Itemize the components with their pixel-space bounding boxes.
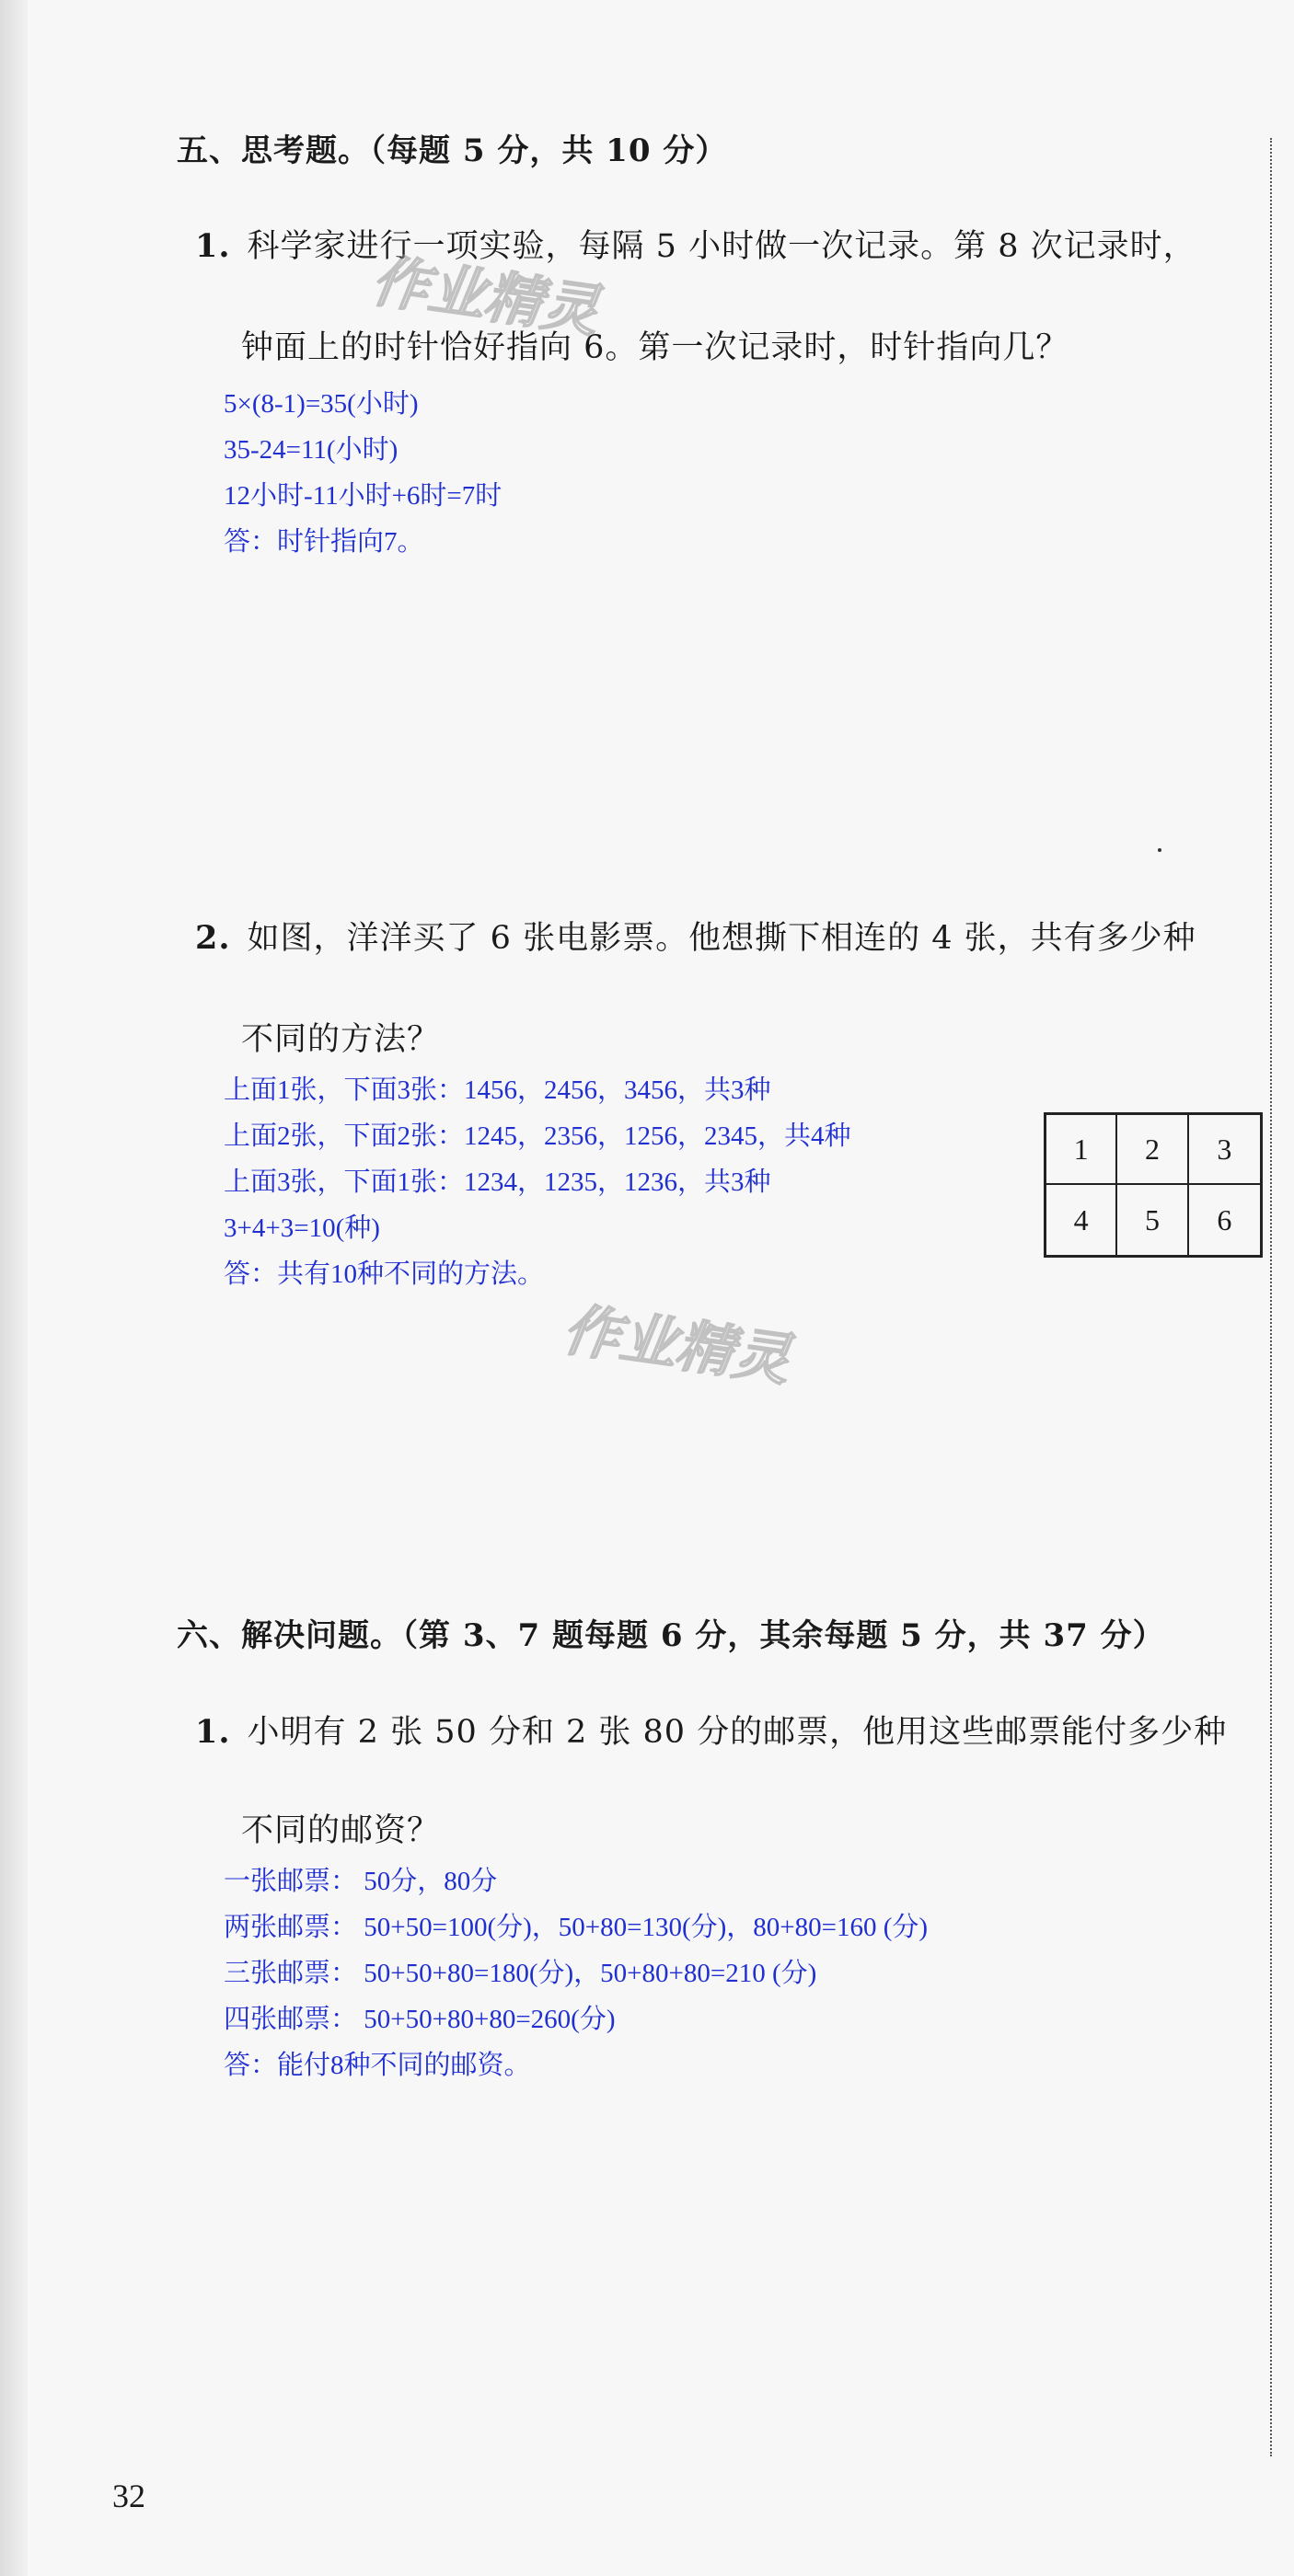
answer-line: 答：共有10种不同的方法。 — [224, 1259, 545, 1289]
ticket-cell: 1 — [1046, 1115, 1117, 1185]
question-number: 2. — [195, 919, 231, 957]
page-gutter-shadow — [0, 0, 28, 2576]
ticket-cell: 6 — [1217, 1202, 1232, 1236]
ticket-cell: 3 — [1189, 1115, 1260, 1185]
answer-line: 答：时针指向7。 — [224, 527, 424, 557]
section-6-title: 六、解决问题。（第 3、7 题每题 6 分，其余每题 5 分，共 37 分） — [177, 1617, 1165, 1654]
question-text-line1: 小明有 2 张 50 分和 2 张 80 分的邮票，他用这些邮票能付多少种 — [247, 1714, 1228, 1751]
answer-line: 上面1张，下面3张：1456，2456，3456，共3种 — [224, 1075, 771, 1105]
ticket-cell: 5 — [1117, 1185, 1188, 1255]
answer-line: 上面2张，下面2张：1245，2356，1256，2345，共4种 — [224, 1121, 851, 1151]
answer-line: 上面3张，下面1张：1234，1235，1236，共3种 — [224, 1167, 771, 1197]
answer-line: 三张邮票： 50+50+80=180(分)，50+80+80=210 (分) — [224, 1959, 817, 1988]
answer-line: 答：能付8种不同的邮资。 — [224, 2051, 531, 2080]
question-6-1 — [195, 1707, 1227, 1753]
answer-line: 四张邮票： 50+50+80+80=260(分) — [224, 2005, 616, 2034]
watermark-logo: 作业精灵 — [367, 247, 604, 345]
answer-line: 35-24=11(小时) — [224, 435, 399, 465]
question-text-line1: 科学家进行一项实验，每隔 5 小时做一次记录。第 8 次记录时， — [247, 228, 1196, 265]
question-6-1-line2: 不同的邮资？ — [241, 1812, 441, 1849]
answer-line: 一张邮票： 50分，80分 — [224, 1867, 498, 1896]
question-text-line1: 如图，洋洋买了 6 张电影票。他想撕下相连的 4 张，共有多少种 — [247, 920, 1196, 957]
question-5-1 — [195, 221, 1196, 267]
answer-line: 5×(8-1)=35(小时) — [224, 389, 419, 419]
page-number: 32 — [112, 2478, 145, 2514]
ticket-cell: 4 — [1046, 1185, 1117, 1255]
question-5-1-line2: 钟面上的时针恰好指向 6。第一次记录时，时针指向几？ — [241, 329, 1069, 366]
perforation-line — [1270, 138, 1272, 2456]
answer-line: 12小时-11小时+6时=7时 — [224, 481, 503, 511]
question-5-2 — [195, 913, 1196, 959]
ticket-cell: 2 — [1117, 1115, 1188, 1185]
question-number: 1. — [195, 227, 231, 265]
watermark-logo: 作业精灵 — [559, 1295, 795, 1394]
answer-line: 3+4+3=10(种) — [224, 1213, 380, 1243]
question-number: 1. — [195, 1713, 231, 1751]
ticket-grid — [1044, 1112, 1263, 1258]
speck — [1158, 848, 1161, 852]
answer-line: 两张邮票： 50+50=100(分)，50+80=130(分)，80+80=160 (分) — [224, 1913, 929, 1942]
question-5-2-line2: 不同的方法？ — [241, 1021, 441, 1058]
section-5-title: 五、思考题。（每题 5 分，共 10 分） — [177, 132, 728, 169]
